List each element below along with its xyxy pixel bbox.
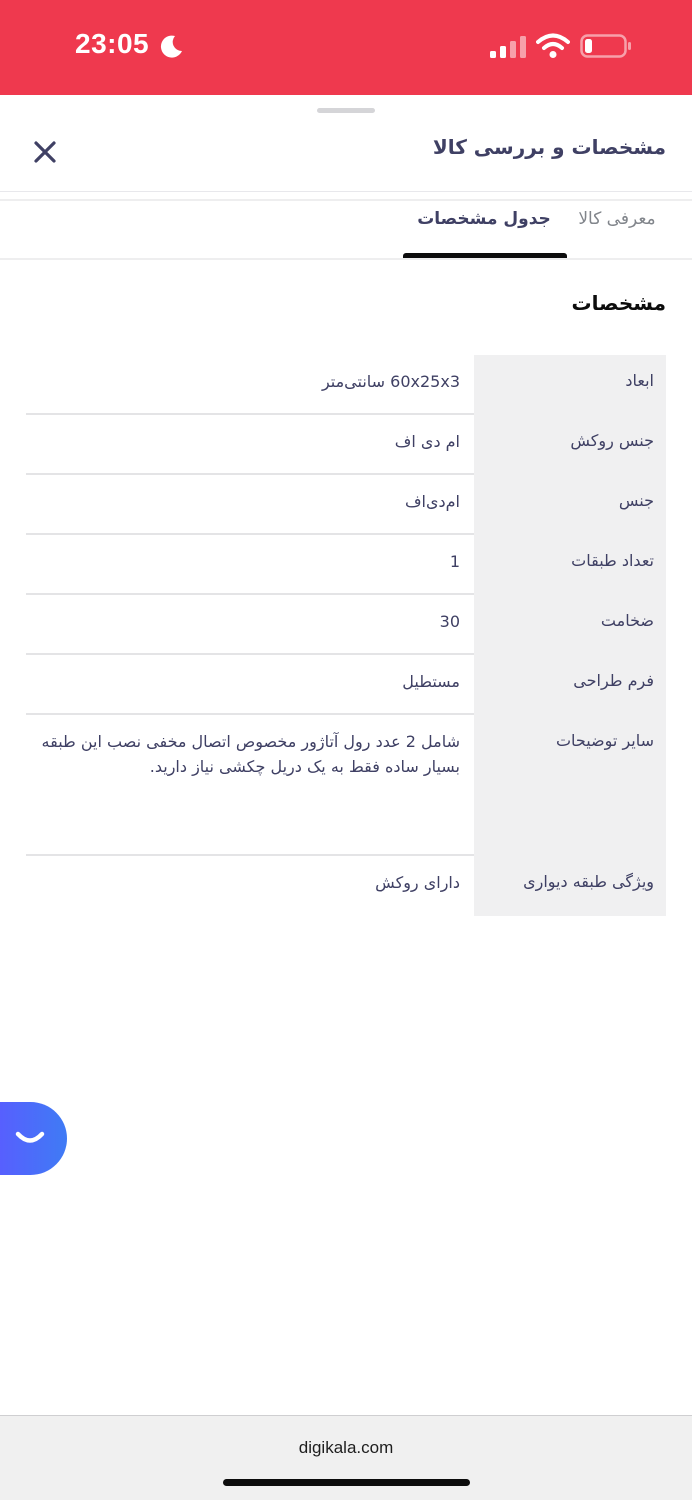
status-bar <box>0 0 692 95</box>
spec-row <box>26 475 666 535</box>
sheet-title: مشخصات و بررسی کالا <box>432 135 666 159</box>
spec-row <box>26 715 666 856</box>
close-button[interactable] <box>28 135 62 169</box>
moon-icon <box>158 34 184 60</box>
spec-value: ام دی اف <box>26 415 474 475</box>
specs-sheet <box>0 95 692 1415</box>
cellular-signal-icon <box>490 36 526 58</box>
home-indicator[interactable] <box>223 1479 470 1486</box>
tabs-divider <box>0 199 692 201</box>
spec-value: 30 <box>26 595 474 655</box>
tab-product-intro[interactable]: معرفی کالا <box>578 209 656 229</box>
browser-bar <box>0 1415 692 1500</box>
battery-icon <box>580 34 632 58</box>
spec-row <box>26 355 666 415</box>
wifi-icon <box>536 33 570 59</box>
status-time: 23:05 <box>75 28 150 59</box>
spec-value: دارای روکش <box>375 873 460 892</box>
spec-row <box>26 415 666 475</box>
spec-value: 60x25x3 سانتی‌متر <box>26 355 474 415</box>
spec-key: ابعاد <box>474 355 666 415</box>
spec-value: مستطیل <box>26 655 474 715</box>
smile-chat-icon <box>13 1129 47 1149</box>
spec-key: ویژگی طبقه دیواری <box>474 856 666 916</box>
spec-row <box>26 595 666 655</box>
spec-key: جنس روکش <box>474 415 666 475</box>
url-display[interactable]: digikala.com <box>298 1438 394 1457</box>
close-icon <box>32 139 58 165</box>
section-title: مشخصات <box>571 291 666 315</box>
drag-handle[interactable] <box>317 108 375 113</box>
spec-key: جنس <box>474 475 666 535</box>
spec-row <box>26 655 666 715</box>
spec-key: فرم طراحی <box>474 655 666 715</box>
spec-value: 1 <box>26 535 474 595</box>
tabs-divider <box>0 258 692 260</box>
tab-specs-table[interactable]: جدول مشخصات <box>417 209 551 229</box>
spec-key: سایر توضیحات <box>474 715 666 856</box>
header-divider <box>0 191 692 192</box>
spec-row <box>26 856 666 916</box>
spec-key: ضخامت <box>474 595 666 655</box>
spec-value: ام‌دی‌اف <box>26 475 474 535</box>
spec-key: تعداد طبقات <box>474 535 666 595</box>
spec-row <box>26 535 666 595</box>
spec-value: شامل 2 عدد رول آتاژور مخصوص اتصال مخفی نصب این طبقه بسیار ساده فقط به یک دریل چکشی نیاز دارید. <box>26 715 474 856</box>
spec-table <box>26 355 666 916</box>
